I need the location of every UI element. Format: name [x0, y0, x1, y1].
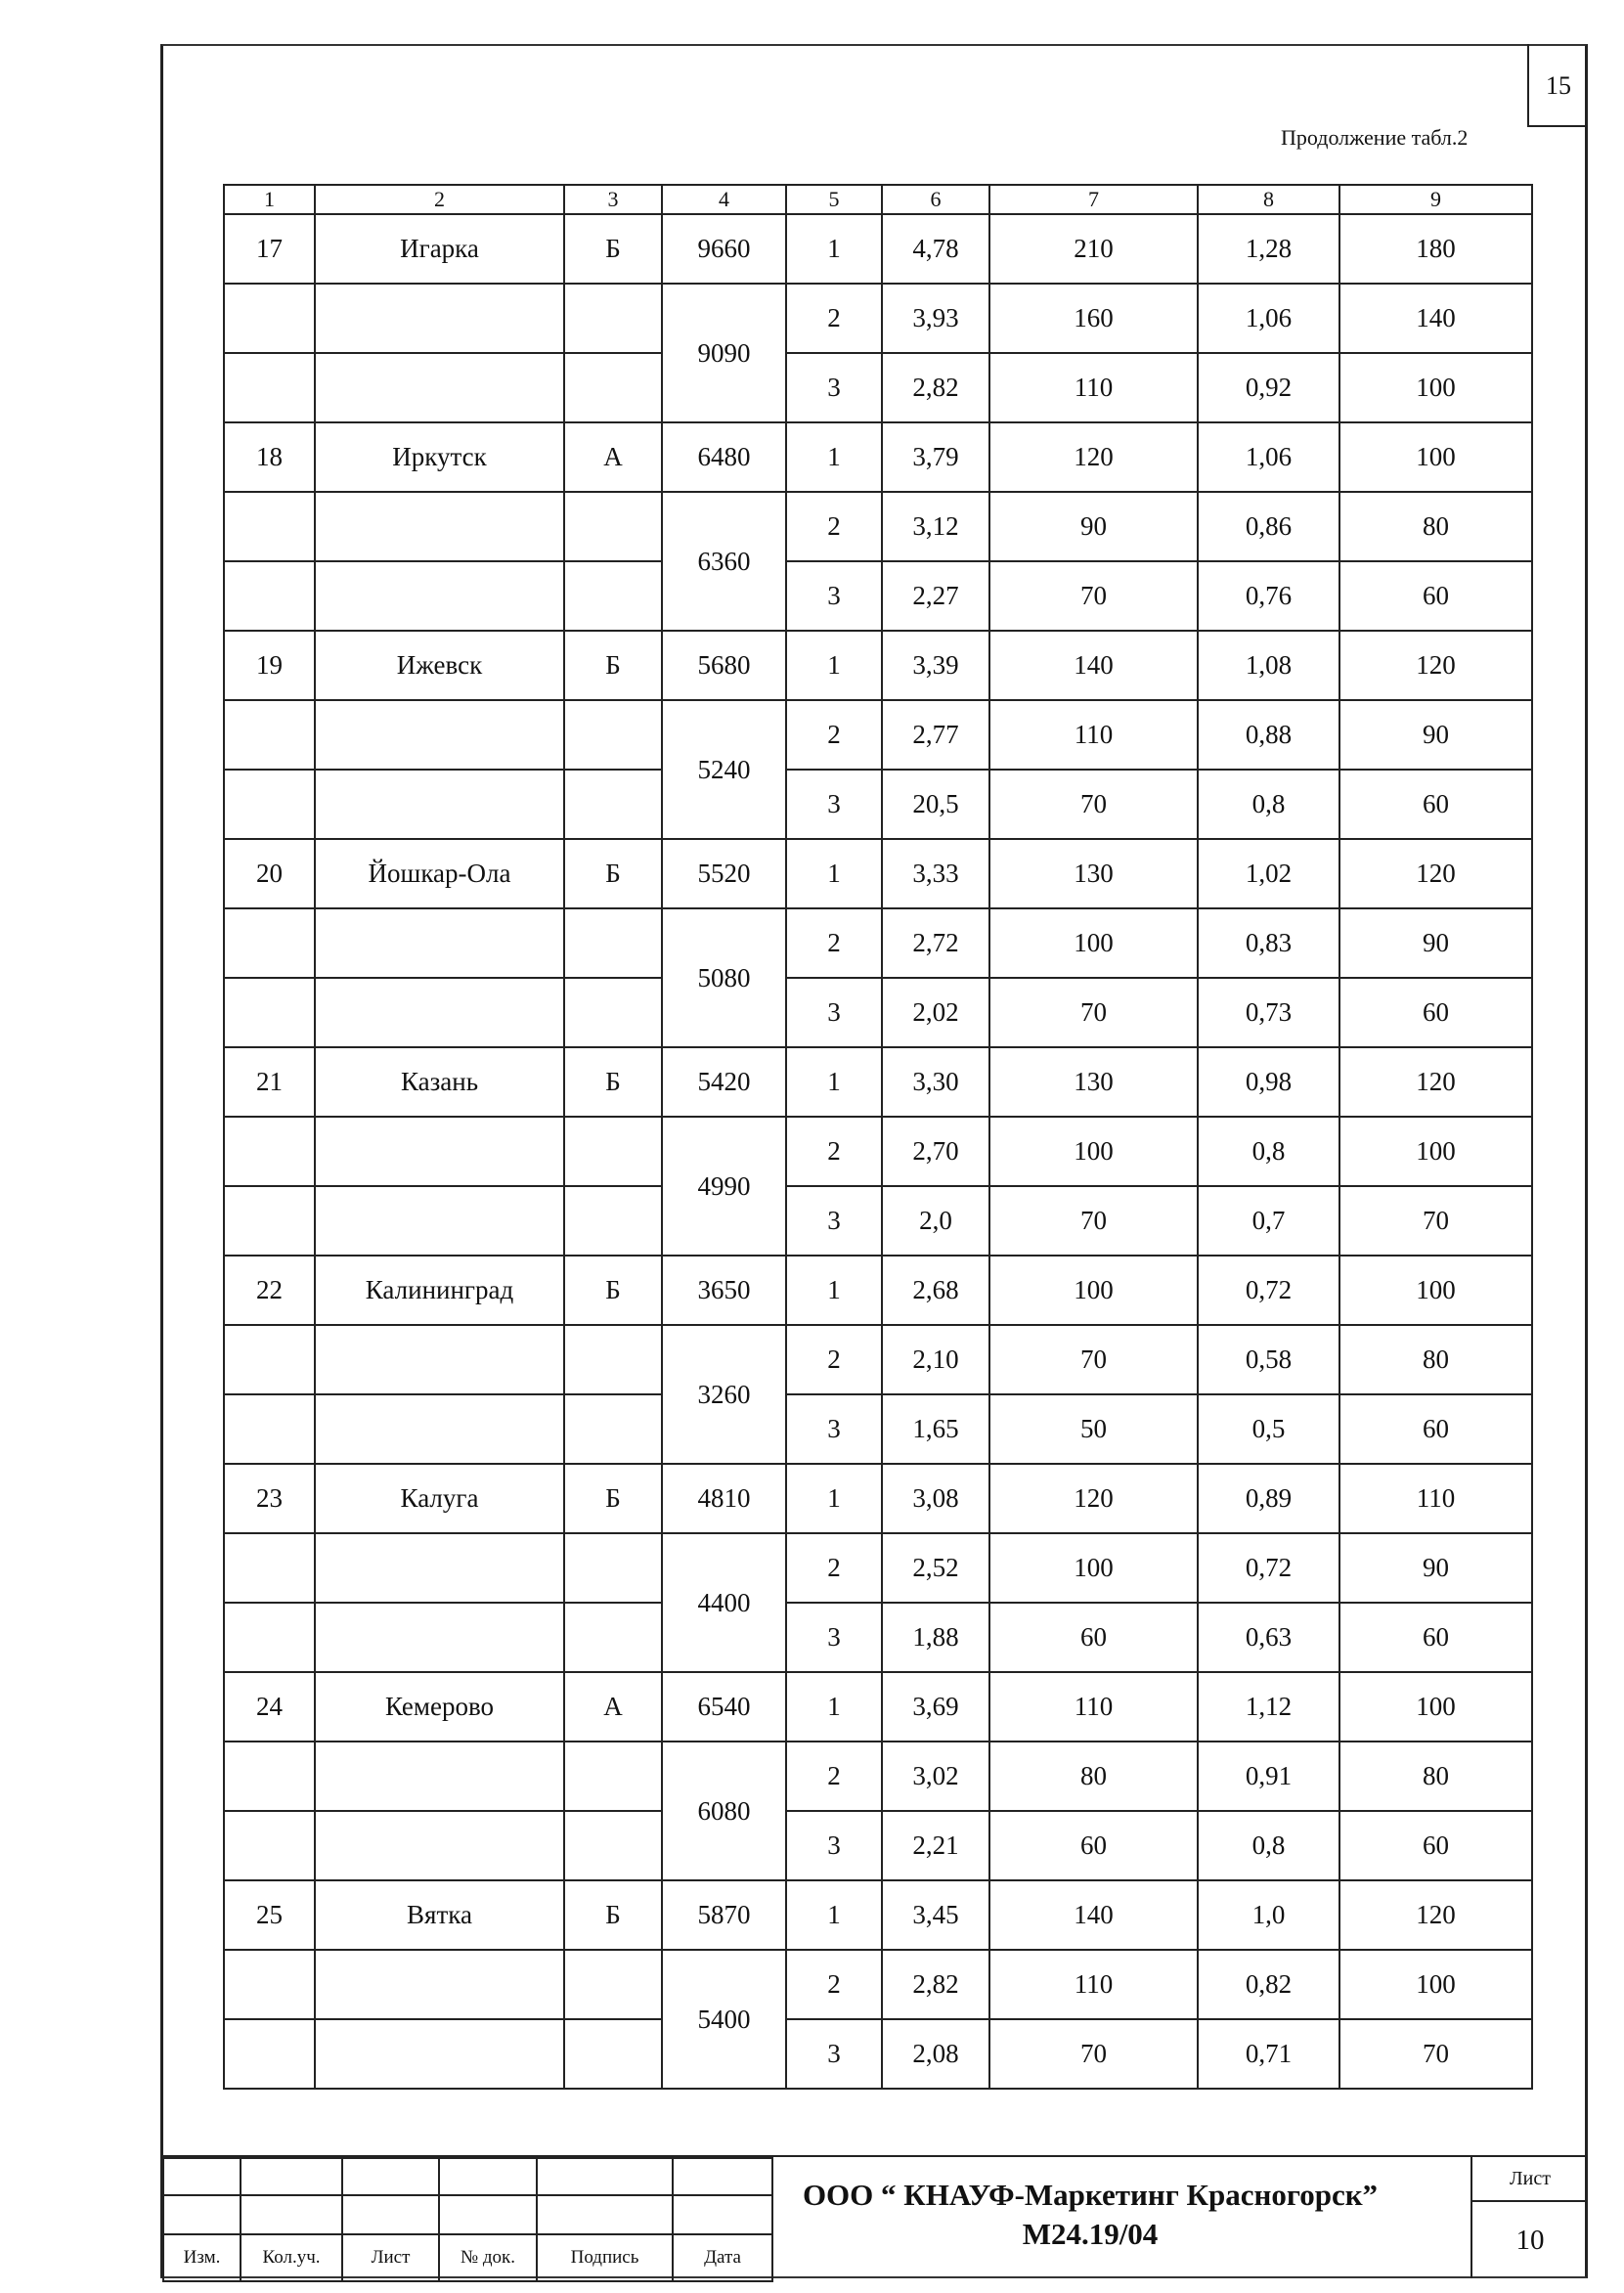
table-cell: [564, 2019, 662, 2089]
page-number: 15: [1527, 44, 1588, 127]
table-cell: 0,8: [1198, 1117, 1339, 1186]
table-cell: 1: [786, 1464, 882, 1533]
table-cell: Калуга: [315, 1464, 564, 1533]
table-cell: [564, 353, 662, 422]
table-cell: 4990: [662, 1117, 786, 1256]
table-cell: 0,82: [1198, 1950, 1339, 2019]
table-cell: 0,86: [1198, 492, 1339, 561]
table-cell: 5400: [662, 1950, 786, 2089]
table-cell: 1: [786, 422, 882, 492]
table-cell: 9090: [662, 284, 786, 422]
table-cell: А: [564, 1672, 662, 1742]
table-cell: 120: [1339, 1880, 1532, 1950]
table-cell: [564, 1742, 662, 1811]
table-cell: [315, 770, 564, 839]
table-cell: 60: [1339, 561, 1532, 631]
table-row: [224, 770, 1532, 839]
stamp-label: Лист: [342, 2234, 439, 2281]
table-row: [224, 1603, 1532, 1672]
table-cell: 2,21: [882, 1811, 989, 1880]
table-cell: 0,7: [1198, 1186, 1339, 1256]
table-cell: 23: [224, 1464, 315, 1533]
table-cell: 5680: [662, 631, 786, 700]
table-cell: 6480: [662, 422, 786, 492]
table-row: [224, 1117, 1532, 1186]
table-row: [224, 214, 1532, 284]
table-cell: [564, 908, 662, 978]
table-cell: 120: [1339, 839, 1532, 908]
table-cell: 1: [786, 214, 882, 284]
table-cell: 0,8: [1198, 770, 1339, 839]
table-cell: [564, 978, 662, 1047]
table-row: [224, 492, 1532, 561]
table-cell: Калининград: [315, 1256, 564, 1325]
table-cell: [224, 353, 315, 422]
table-cell: [224, 1950, 315, 2019]
table-cell: [564, 770, 662, 839]
table-cell: 50: [989, 1394, 1198, 1464]
table-cell: 20: [224, 839, 315, 908]
table-cell: [224, 908, 315, 978]
table-cell: 2,27: [882, 561, 989, 631]
table-cell: 80: [1339, 1742, 1532, 1811]
table-cell: 1,0: [1198, 1880, 1339, 1950]
table-cell: 0,76: [1198, 561, 1339, 631]
table-cell: 3: [786, 2019, 882, 2089]
table-cell: 80: [1339, 492, 1532, 561]
table-row: [224, 1742, 1532, 1811]
table-cell: 0,83: [1198, 908, 1339, 978]
table-cell: [315, 700, 564, 770]
table-cell: [564, 492, 662, 561]
table-cell: 3,12: [882, 492, 989, 561]
title-block-grid: [162, 2157, 773, 2282]
table-cell: [315, 1394, 564, 1464]
table-cell: 3,39: [882, 631, 989, 700]
table-cell: [224, 1533, 315, 1603]
table-row: [224, 700, 1532, 770]
table-cell: 0,91: [1198, 1742, 1339, 1811]
table-row: [224, 284, 1532, 353]
table-cell: [315, 1325, 564, 1394]
table-cell: [315, 2019, 564, 2089]
table-cell: 1,06: [1198, 422, 1339, 492]
table-cell: Кемерово: [315, 1672, 564, 1742]
table-cell: 0,72: [1198, 1533, 1339, 1603]
table-cell: [224, 1603, 315, 1672]
table-cell: 120: [989, 1464, 1198, 1533]
table-cell: 0,71: [1198, 2019, 1339, 2089]
stamp-label: Дата: [673, 2234, 772, 2281]
table-row: [224, 353, 1532, 422]
table-cell: 3: [786, 1811, 882, 1880]
table-cell: [315, 1533, 564, 1603]
table-cell: Б: [564, 214, 662, 284]
table-cell: 9660: [662, 214, 786, 284]
table-cell: [224, 700, 315, 770]
table-cell: 70: [1339, 2019, 1532, 2089]
document-code: М24.19/04: [1022, 2217, 1159, 2251]
table-cell: 100: [989, 1533, 1198, 1603]
table-cell: 6540: [662, 1672, 786, 1742]
table-cell: 19: [224, 631, 315, 700]
table-cell: 1,28: [1198, 214, 1339, 284]
table-cell: [224, 1811, 315, 1880]
table-cell: 90: [1339, 700, 1532, 770]
table-cell: [224, 1325, 315, 1394]
table-cell: 60: [989, 1603, 1198, 1672]
table-cell: 110: [989, 1672, 1198, 1742]
table-cell: [315, 1950, 564, 2019]
table-cell: 110: [1339, 1464, 1532, 1533]
table-cell: 100: [989, 908, 1198, 978]
table-cell: 60: [1339, 1811, 1532, 1880]
table-cell: 5870: [662, 1880, 786, 1950]
table-cell: 180: [1339, 214, 1532, 284]
column-header: 6: [882, 185, 989, 214]
table-cell: 90: [1339, 1533, 1532, 1603]
table-cell: 2,10: [882, 1325, 989, 1394]
table-cell: [315, 1603, 564, 1672]
table-cell: Б: [564, 631, 662, 700]
table-row: [224, 908, 1532, 978]
table-cell: 1,12: [1198, 1672, 1339, 1742]
table-cell: [564, 1325, 662, 1394]
table-cell: 120: [989, 422, 1198, 492]
table-cell: 2: [786, 284, 882, 353]
table-continuation-note: Продолжение табл.2: [1281, 125, 1469, 150]
data-table: [223, 184, 1533, 2090]
table-cell: 3,79: [882, 422, 989, 492]
table-row: [224, 1325, 1532, 1394]
table-cell: 2,02: [882, 978, 989, 1047]
table-cell: [315, 284, 564, 353]
table-row: [224, 422, 1532, 492]
stamp-label: Изм.: [163, 2234, 241, 2281]
table-cell: 3,45: [882, 1880, 989, 1950]
table-cell: [315, 1186, 564, 1256]
table-cell: 3: [786, 1394, 882, 1464]
table-cell: [564, 1186, 662, 1256]
table-row: [224, 1464, 1532, 1533]
table-cell: 18: [224, 422, 315, 492]
table-cell: [224, 770, 315, 839]
table-cell: Игарка: [315, 214, 564, 284]
table-cell: 1: [786, 631, 882, 700]
table-cell: 3: [786, 978, 882, 1047]
table-cell: 2: [786, 1950, 882, 2019]
table-cell: 2,82: [882, 353, 989, 422]
table-cell: 80: [989, 1742, 1198, 1811]
column-header: 1: [224, 185, 315, 214]
table-cell: 5240: [662, 700, 786, 839]
column-header: 7: [989, 185, 1198, 214]
table-cell: Б: [564, 1464, 662, 1533]
table-cell: [564, 284, 662, 353]
table-cell: 1,02: [1198, 839, 1339, 908]
table-cell: [315, 1117, 564, 1186]
table-cell: 3,33: [882, 839, 989, 908]
table-cell: 1: [786, 839, 882, 908]
table-cell: 70: [989, 1186, 1198, 1256]
table-cell: 6080: [662, 1742, 786, 1880]
stamp-label: Кол.уч.: [241, 2234, 342, 2281]
stamp-label: № док.: [439, 2234, 537, 2281]
table-cell: 70: [1339, 1186, 1532, 1256]
table-cell: 1: [786, 1047, 882, 1117]
table-cell: 2,72: [882, 908, 989, 978]
table-row: [224, 631, 1532, 700]
table-cell: 70: [989, 770, 1198, 839]
table-cell: 1,65: [882, 1394, 989, 1464]
table-row: [224, 1880, 1532, 1950]
table-cell: 110: [989, 700, 1198, 770]
table-cell: Вятка: [315, 1880, 564, 1950]
table-cell: [224, 1186, 315, 1256]
table-cell: 90: [1339, 908, 1532, 978]
table-cell: 3,02: [882, 1742, 989, 1811]
table-cell: 3650: [662, 1256, 786, 1325]
table-cell: 3: [786, 353, 882, 422]
table-cell: 2: [786, 1533, 882, 1603]
table-cell: 1,06: [1198, 284, 1339, 353]
table-cell: 20,5: [882, 770, 989, 839]
table-cell: 1,88: [882, 1603, 989, 1672]
table-cell: 130: [989, 1047, 1198, 1117]
table-cell: 140: [989, 1880, 1198, 1950]
table-cell: 2,52: [882, 1533, 989, 1603]
table-cell: 1: [786, 1880, 882, 1950]
table-cell: 2,08: [882, 2019, 989, 2089]
table-cell: 100: [1339, 1256, 1532, 1325]
table-cell: 2,68: [882, 1256, 989, 1325]
table-cell: 60: [1339, 1603, 1532, 1672]
table-cell: [564, 1950, 662, 2019]
table-cell: 0,88: [1198, 700, 1339, 770]
table-cell: 0,89: [1198, 1464, 1339, 1533]
table-row: [224, 1811, 1532, 1880]
table-cell: [224, 978, 315, 1047]
table-cell: 3260: [662, 1325, 786, 1464]
table-cell: 22: [224, 1256, 315, 1325]
table-cell: 4810: [662, 1464, 786, 1533]
table-cell: 100: [1339, 1950, 1532, 2019]
table-cell: [224, 1742, 315, 1811]
table-cell: 70: [989, 978, 1198, 1047]
table-cell: 3,08: [882, 1464, 989, 1533]
table-cell: 100: [1339, 1117, 1532, 1186]
table-row: [224, 561, 1532, 631]
table-cell: [315, 978, 564, 1047]
table-cell: 2: [786, 908, 882, 978]
table-row: [224, 2019, 1532, 2089]
table-cell: 120: [1339, 1047, 1532, 1117]
table-cell: Б: [564, 839, 662, 908]
table-cell: 210: [989, 214, 1198, 284]
table-cell: 70: [989, 561, 1198, 631]
table-row: [224, 1672, 1532, 1742]
table-cell: 4400: [662, 1533, 786, 1672]
table-cell: Казань: [315, 1047, 564, 1117]
table-cell: [564, 1394, 662, 1464]
column-header: 3: [564, 185, 662, 214]
table-cell: [224, 492, 315, 561]
column-header: 4: [662, 185, 786, 214]
table-cell: 70: [989, 1325, 1198, 1394]
table-cell: 3: [786, 1603, 882, 1672]
table-cell: 2,70: [882, 1117, 989, 1186]
table-cell: 3,93: [882, 284, 989, 353]
table-cell: 110: [989, 353, 1198, 422]
sheet-number: 10: [1515, 2225, 1545, 2256]
table-cell: [564, 1117, 662, 1186]
table-cell: 100: [1339, 422, 1532, 492]
table-cell: 5520: [662, 839, 786, 908]
table-cell: [564, 1603, 662, 1672]
stamp-label: Подпись: [537, 2234, 673, 2281]
table-cell: 1: [786, 1256, 882, 1325]
table-cell: 100: [989, 1117, 1198, 1186]
table-cell: 0,72: [1198, 1256, 1339, 1325]
table-cell: 100: [989, 1256, 1198, 1325]
table-cell: Б: [564, 1880, 662, 1950]
table-cell: 2: [786, 1117, 882, 1186]
table-cell: 130: [989, 839, 1198, 908]
table-cell: 60: [1339, 770, 1532, 839]
table-cell: 1,08: [1198, 631, 1339, 700]
table-cell: 100: [1339, 353, 1532, 422]
table-cell: 2,77: [882, 700, 989, 770]
table-cell: [315, 1811, 564, 1880]
table-cell: Б: [564, 1256, 662, 1325]
table-cell: [315, 353, 564, 422]
table-cell: [564, 561, 662, 631]
table-cell: 24: [224, 1672, 315, 1742]
table-row: [224, 1950, 1532, 2019]
table-cell: 140: [989, 631, 1198, 700]
table-row: [224, 978, 1532, 1047]
table-row: [224, 1394, 1532, 1464]
table-cell: 2: [786, 700, 882, 770]
table-cell: 0,8: [1198, 1811, 1339, 1880]
table-cell: [315, 561, 564, 631]
table-cell: [224, 561, 315, 631]
table-cell: Иркутск: [315, 422, 564, 492]
table-cell: [564, 1811, 662, 1880]
company-name: ООО “ КНАУФ-Маркетинг Красногорск”: [802, 2178, 1379, 2212]
table-cell: 0,5: [1198, 1394, 1339, 1464]
table-cell: [315, 908, 564, 978]
table-row: [224, 1186, 1532, 1256]
table-cell: 110: [989, 1950, 1198, 2019]
table-cell: 1: [786, 1672, 882, 1742]
table-cell: 5420: [662, 1047, 786, 1117]
column-header: 9: [1339, 185, 1532, 214]
table-cell: [224, 1117, 315, 1186]
sheet-label: Лист: [1472, 2157, 1588, 2202]
table-cell: 3,30: [882, 1047, 989, 1117]
table-row: [224, 1047, 1532, 1117]
table-row: [224, 1256, 1532, 1325]
table-cell: Б: [564, 1047, 662, 1117]
table-cell: 2: [786, 492, 882, 561]
table-cell: 140: [1339, 284, 1532, 353]
table-cell: 90: [989, 492, 1198, 561]
table-cell: 0,73: [1198, 978, 1339, 1047]
table-cell: [224, 2019, 315, 2089]
table-cell: [315, 1742, 564, 1811]
table-cell: 0,98: [1198, 1047, 1339, 1117]
table-cell: 3,69: [882, 1672, 989, 1742]
table-cell: 25: [224, 1880, 315, 1950]
table-cell: [564, 1533, 662, 1603]
table-cell: [224, 284, 315, 353]
table-row: [224, 839, 1532, 908]
table-cell: 0,63: [1198, 1603, 1339, 1672]
table-cell: 100: [1339, 1672, 1532, 1742]
table-cell: 2,82: [882, 1950, 989, 2019]
table-cell: 4,78: [882, 214, 989, 284]
table-cell: 3: [786, 770, 882, 839]
column-header: 2: [315, 185, 564, 214]
table-cell: 160: [989, 284, 1198, 353]
document-title: [743, 2161, 1437, 2259]
column-header: 5: [786, 185, 882, 214]
table-cell: Ижевск: [315, 631, 564, 700]
table-cell: 2: [786, 1742, 882, 1811]
table-cell: 120: [1339, 631, 1532, 700]
table-cell: 0,58: [1198, 1325, 1339, 1394]
table-cell: 0,92: [1198, 353, 1339, 422]
table-cell: 60: [1339, 978, 1532, 1047]
table-cell: 21: [224, 1047, 315, 1117]
table-cell: А: [564, 422, 662, 492]
table-cell: 17: [224, 214, 315, 284]
table-cell: 2: [786, 1325, 882, 1394]
table-cell: 60: [1339, 1394, 1532, 1464]
column-header: 8: [1198, 185, 1339, 214]
table-cell: 2,0: [882, 1186, 989, 1256]
table-cell: [224, 1394, 315, 1464]
table-cell: Йошкар-Ола: [315, 839, 564, 908]
table-cell: 5080: [662, 908, 786, 1047]
table-cell: 6360: [662, 492, 786, 631]
table-cell: 70: [989, 2019, 1198, 2089]
table-cell: [315, 492, 564, 561]
table-cell: 80: [1339, 1325, 1532, 1394]
table-cell: 60: [989, 1811, 1198, 1880]
table-cell: [564, 700, 662, 770]
table-cell: 3: [786, 1186, 882, 1256]
table-cell: 3: [786, 561, 882, 631]
sheet-box: [1470, 2157, 1588, 2278]
table-row: [224, 1533, 1532, 1603]
